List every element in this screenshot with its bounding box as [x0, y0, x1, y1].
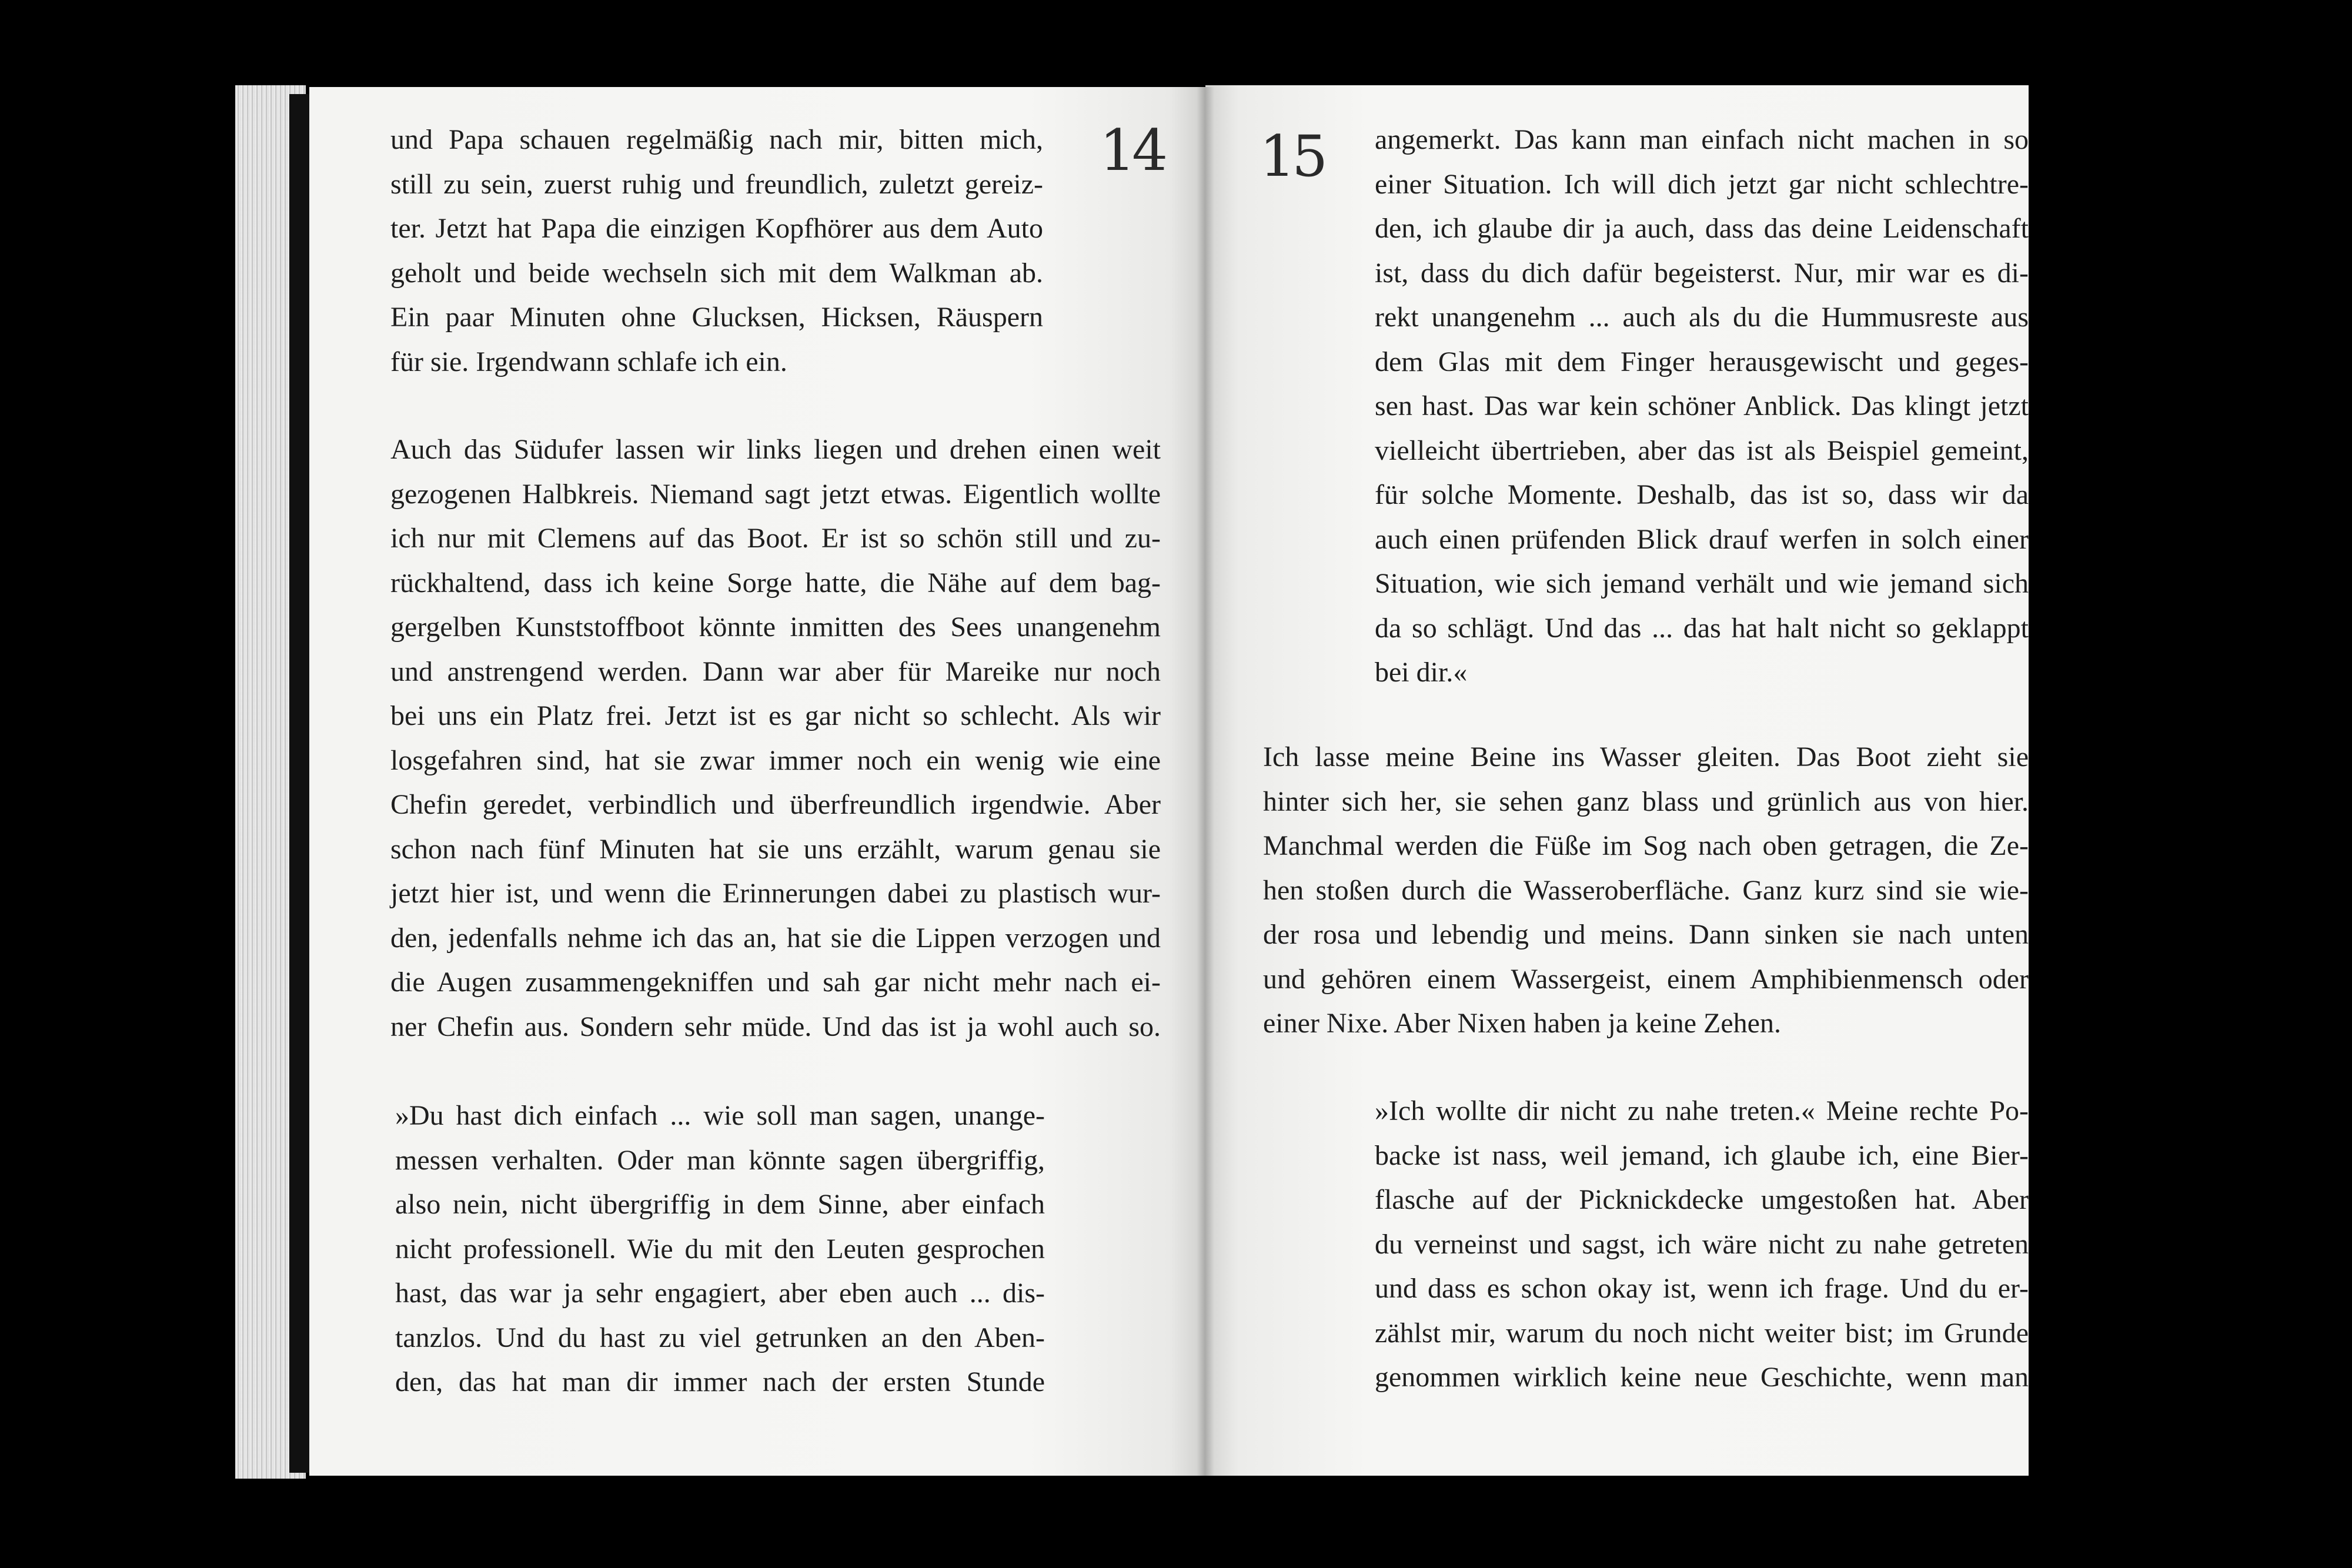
text-line: Chefin geredet, verbindlich und überfreundlich irgendwie. Aber	[390, 789, 1161, 820]
text-line: rückhaltend, dass ich keine Sorge hatte, die Nähe auf dem bag-	[390, 567, 1161, 599]
text-line: bei dir.«	[1375, 657, 1468, 688]
text-line: geholt und beide wechseln sich mit dem Walkman ab.	[390, 257, 1043, 289]
text-line: messen verhalten. Oder man könnte sagen übergriffig,	[395, 1144, 1045, 1176]
left-paragraph-2	[390, 427, 1161, 1049]
right-paragraph-2	[1263, 735, 2029, 1046]
text-line: backe ist nass, weil jemand, ich glaube ich, eine Bier-	[1375, 1139, 2029, 1171]
text-line: du verneinst und sagst, ich wäre nicht zu nahe getreten	[1375, 1228, 2029, 1260]
left-paragraph-3	[395, 1094, 1045, 1405]
text-line: gergelben Kunststoffboot könnte inmitten des Sees unangenehm	[390, 611, 1161, 643]
text-line: ner Chefin aus. Sondern sehr müde. Und das ist ja wohl auch so.	[390, 1011, 1161, 1042]
text-line: ter. Jetzt hat Papa die einzigen Kopfhörer aus dem Auto	[390, 213, 1043, 244]
text-line: da so schlägt. Und das ... das hat halt nicht so geklappt	[1375, 612, 2029, 644]
text-line: und anstrengend werden. Dann war aber für Mareike nur noch	[390, 656, 1161, 687]
right-paragraph-3	[1375, 1089, 2029, 1400]
text-line: »Ich wollte dir nicht zu nahe treten.« Meine rechte Po-	[1375, 1095, 2029, 1126]
text-line: hast, das war ja sehr engagiert, aber eben auch ... dis-	[395, 1278, 1045, 1309]
text-line: Situation, wie sich jemand verhält und wie jemand sich	[1375, 568, 2029, 599]
text-line: angemerkt. Das kann man einfach nicht machen in so	[1375, 124, 2029, 155]
text-line: zählst mir, warum du noch nicht weiter bist; im Grunde	[1375, 1317, 2029, 1349]
text-line: ist, dass du dich dafür begeisterst. Nur, mir war es di-	[1375, 257, 2029, 289]
text-line: losgefahren sind, hat sie zwar immer noch ein wenig wie eine	[390, 744, 1161, 776]
text-line: den, jedenfalls nehme ich das an, hat sie die Lippen verzogen und	[390, 922, 1161, 954]
text-line: die Augen zusammengekniffen und sah gar nicht mehr nach ei-	[390, 967, 1161, 998]
text-line: also nein, nicht übergriffig in dem Sinne, aber einfach	[395, 1189, 1045, 1220]
text-line: und dass es schon okay ist, wenn ich frage. Und du er-	[1375, 1273, 2029, 1304]
text-line: Manchmal werden die Füße im Sog nach oben getragen, die Ze-	[1263, 830, 2029, 861]
text-line: »Du hast dich einfach ... wie soll man sagen, unange-	[395, 1100, 1045, 1131]
text-line: den, ich glaube dir ja auch, dass das deine Leidenschaft	[1375, 213, 2029, 244]
text-line: für sie. Irgendwann schlafe ich ein.	[390, 346, 787, 377]
spine-band	[289, 94, 309, 1473]
gutter-shadow	[1197, 87, 1214, 1476]
text-line: still zu sein, zuerst ruhig und freundlich, zuletzt gereiz-	[390, 168, 1043, 200]
text-line: tanzlos. Und du hast zu viel getrunken an den Aben-	[395, 1322, 1045, 1353]
text-line: auch einen prüfenden Blick drauf werfen in solch einer	[1375, 523, 2029, 555]
text-line: Ich lasse meine Beine ins Wasser gleiten. Das Boot zieht sie	[1263, 741, 2029, 773]
right-page-number: 15	[1259, 123, 1325, 189]
text-line: flasche auf der Picknickdecke umgestoßen hat. Aber	[1375, 1184, 2029, 1215]
left-paragraph-1	[390, 118, 1043, 384]
text-line: für solche Momente. Deshalb, das ist so, dass wir da	[1375, 479, 2029, 510]
left-page-number: 14	[1100, 118, 1165, 183]
text-line: schon nach fünf Minuten hat sie uns erzählt, warum genau sie	[390, 833, 1161, 865]
text-line: nicht professionell. Wie du mit den Leuten gesprochen	[395, 1233, 1045, 1265]
text-line: dem Glas mit dem Finger herausgewischt und geges-	[1375, 346, 2029, 377]
text-line: sen hast. Das war kein schöner Anblick. Das klingt jetzt	[1375, 390, 2029, 422]
text-line: vielleicht übertrieben, aber das ist als Beispiel gemeint,	[1375, 434, 2029, 466]
text-line: hen stoßen durch die Wasseroberfläche. Ganz kurz sind sie wie-	[1263, 874, 2029, 906]
text-line: rekt unangenehm ... auch als du die Hummusreste aus	[1375, 302, 2029, 333]
text-line: Ein paar Minuten ohne Glucksen, Hicksen, Räuspern	[390, 302, 1043, 333]
text-line: hinter sich her, sie sehen ganz blass und grünlich aus von hier.	[1263, 785, 2029, 817]
text-line: bei uns ein Platz frei. Jetzt ist es gar nicht so schlecht. Als wir	[390, 700, 1161, 731]
text-line: genommen wirklich keine neue Geschichte, wenn man	[1375, 1362, 2029, 1393]
text-line: ich nur mit Clemens auf das Boot. Er ist so schön still und zu-	[390, 523, 1161, 554]
text-line: Auch das Südufer lassen wir links liegen und drehen einen weit	[390, 434, 1161, 465]
text-line: und Papa schauen regelmäßig nach mir, bitten mich,	[390, 124, 1043, 155]
text-line: einer Nixe. Aber Nixen haben ja keine Zehen.	[1263, 1008, 1781, 1039]
text-line: und gehören einem Wassergeist, einem Amphibienmensch oder	[1263, 963, 2029, 995]
right-paragraph-1	[1375, 118, 2029, 695]
text-line: jetzt hier ist, und wenn die Erinnerungen dabei zu plastisch wur-	[390, 878, 1161, 909]
text-line: gezogenen Halbkreis. Niemand sagt jetzt etwas. Eigentlich wollte	[390, 478, 1161, 510]
text-line: einer Situation. Ich will dich jetzt gar nicht schlechtre-	[1375, 168, 2029, 200]
text-line: der rosa und lebendig und meins. Dann sinken sie nach unten	[1263, 919, 2029, 950]
text-line: den, das hat man dir immer nach der ersten Stunde	[395, 1366, 1045, 1398]
